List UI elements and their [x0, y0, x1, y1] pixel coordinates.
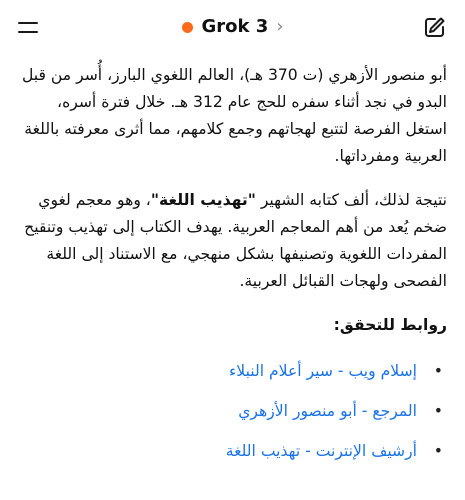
chevron-right-icon: › — [276, 16, 284, 37]
list-item — [18, 431, 447, 471]
bullet-icon: • — [433, 402, 443, 420]
bullet-icon: • — [433, 442, 443, 460]
paragraph-1: أبو منصور الأزهري (ت 370 هـ)، العالم اللغوي البارز، أُسر من قبل البدو في نجد أثناء سفره للحج عام 312 هـ. خلال فترة أسره، استغل الفرصة لتتبع لهجاتهم وجمع كلامهم، مما أثرى معرفته باللغة العربية ومفرداتها. — [22, 66, 447, 165]
book-title: "تهذيب اللغة" — [150, 191, 256, 209]
bullet-icon: • — [433, 362, 443, 380]
message-content — [18, 62, 447, 471]
top-bar — [0, 0, 465, 56]
compose-icon[interactable] — [422, 14, 448, 40]
list-item — [18, 391, 447, 431]
link-archive[interactable]: أرشيف الإنترنت - تهذيب اللغة — [225, 442, 417, 460]
list-item — [18, 351, 447, 391]
paragraph-2: نتيجة لذلك، ألف كتابه الشهير "تهذيب اللغة"، وهو معجم لغوي ضخم يُعد من أهم المعاجم العربية. يهدف الكتاب إلى تهذيب وتنقيح المفردات اللغوية وتصنيفها بشكل منهجي، مع الاستناد إلى اللغة الفصحى ولهجات القبائل العربية. — [24, 191, 447, 290]
link-islamweb[interactable]: إسلام ويب - سير أعلام النبلاء — [228, 362, 417, 380]
status-dot-icon — [182, 22, 193, 33]
model-selector[interactable] — [0, 14, 465, 40]
links-list — [18, 351, 447, 471]
model-name: Grok 3 — [201, 16, 269, 37]
links-heading: روابط للتحقق: — [333, 316, 447, 334]
link-almarjaa[interactable]: المرجع - أبو منصور الأزهري — [238, 402, 417, 420]
